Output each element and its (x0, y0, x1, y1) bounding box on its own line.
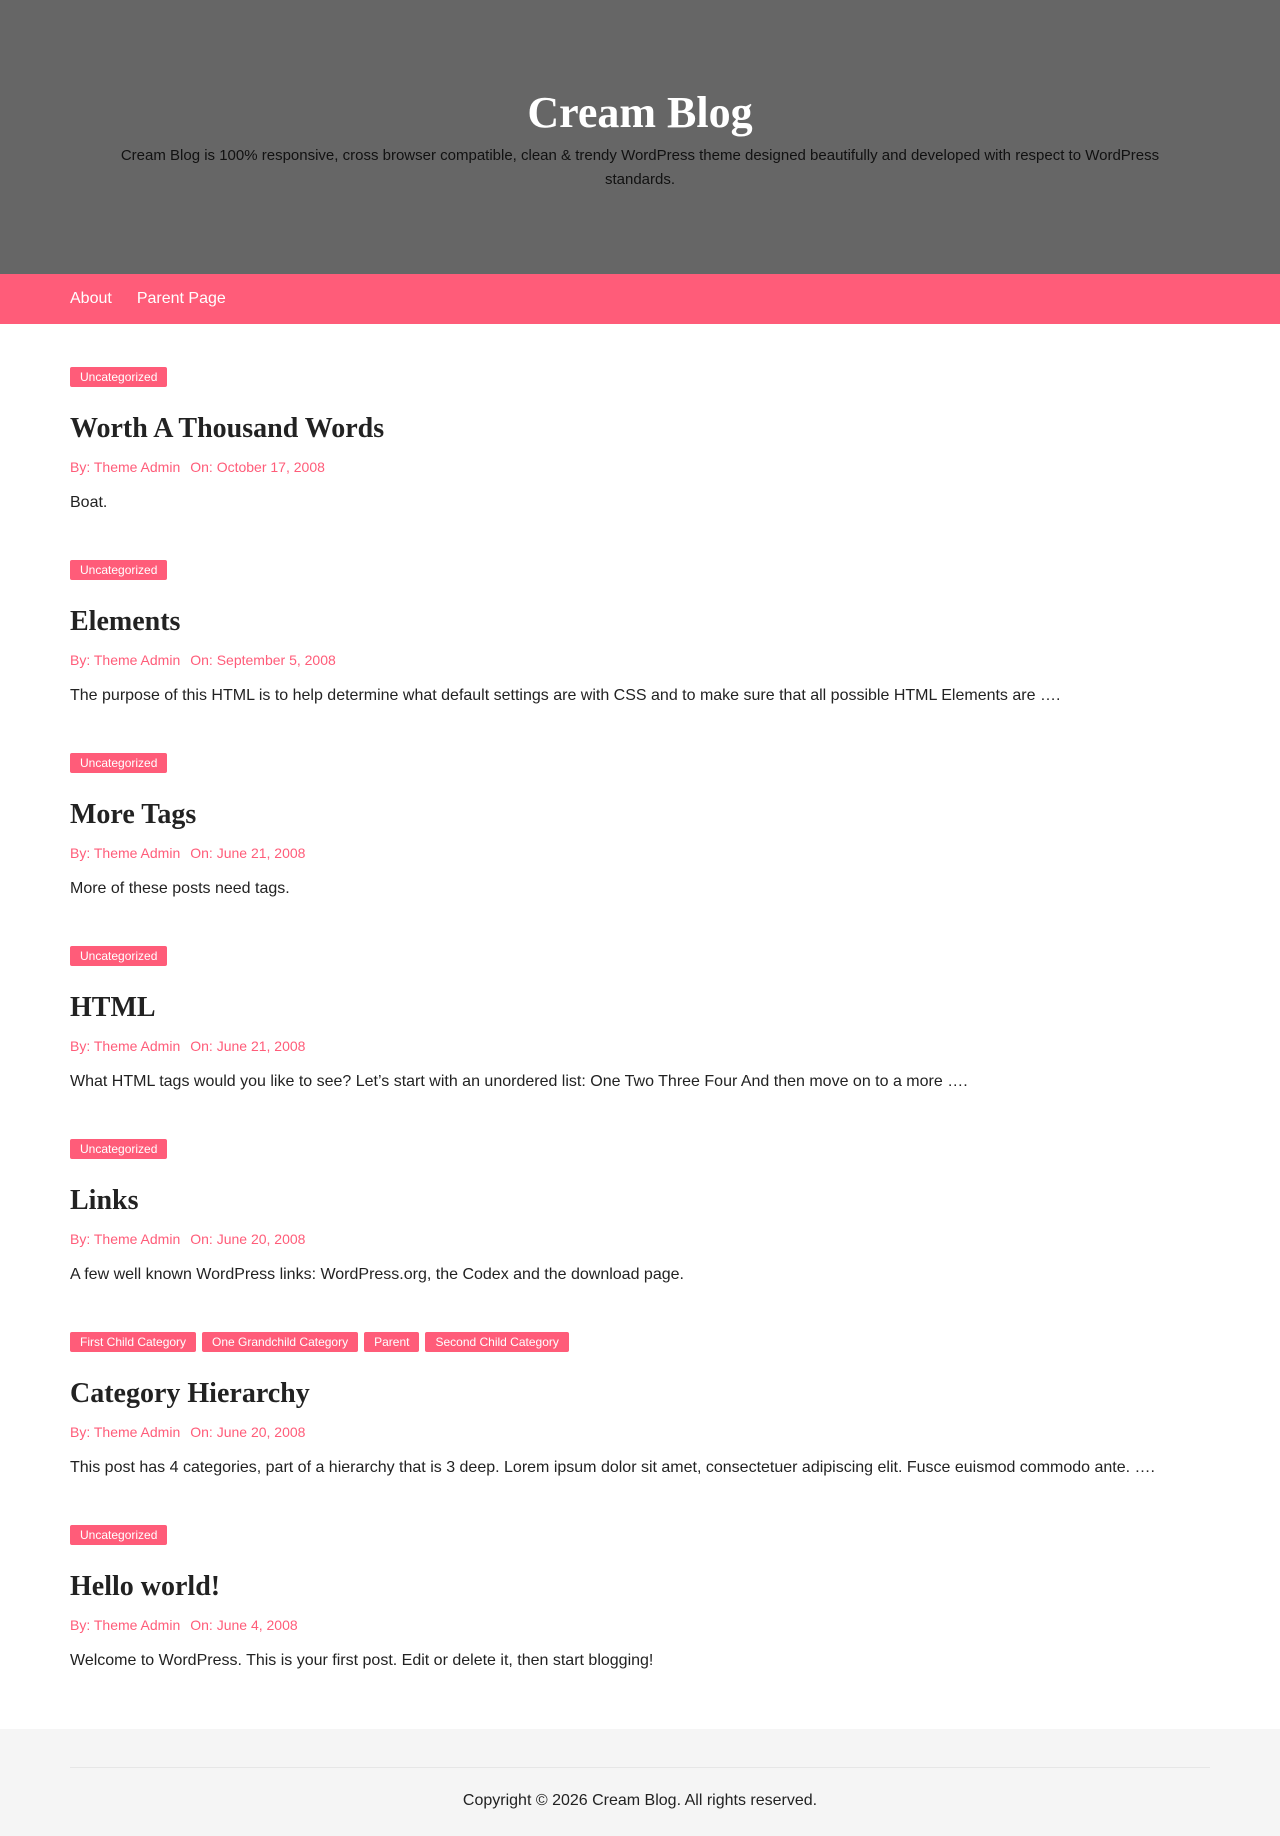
post-date[interactable]: On: September 5, 2008 (190, 652, 336, 668)
post-title[interactable]: HTML (70, 992, 156, 1023)
post-item (70, 1139, 1210, 1332)
category-badge[interactable]: First Child Category (70, 1332, 196, 1352)
post-meta (70, 1616, 1210, 1634)
post-item (70, 946, 1210, 1139)
post-categories (70, 946, 1210, 966)
post-date[interactable]: On: June 20, 2008 (190, 1424, 306, 1440)
post-excerpt: The purpose of this HTML is to help determine what default settings are with CSS and to make sure that all possible HTML Elements are …. (70, 687, 1061, 704)
post-list (0, 324, 1280, 1729)
post-excerpt: Welcome to WordPress. This is your first post. Edit or delete it, then start blogging! (70, 1652, 654, 1669)
site-tagline: Cream Blog is 100% responsive, cross browser compatible, clean & trendy WordPress theme designed beautifully and developed with respect to WordPress standards. (120, 147, 1160, 188)
post-date[interactable]: On: June 20, 2008 (190, 1231, 306, 1247)
post-author[interactable]: By: Theme Admin (70, 1231, 181, 1247)
post-item (70, 1332, 1210, 1525)
post-author[interactable]: By: Theme Admin (70, 652, 181, 668)
post-excerpt: What HTML tags would you like to see? Let’s start with an unordered list: One Two Three Four And then move on to a more …. (70, 1073, 968, 1090)
post-title[interactable]: Links (70, 1185, 139, 1216)
post-categories (70, 1139, 1210, 1159)
post-categories (70, 560, 1210, 580)
category-badge[interactable]: Uncategorized (70, 1525, 167, 1545)
post-title[interactable]: More Tags (70, 799, 197, 830)
post-excerpt: This post has 4 categories, part of a hierarchy that is 3 deep. Lorem ipsum dolor sit amet, consectetuer adipiscing elit. Fusce euismod commodo ante. …. (70, 1459, 1155, 1476)
category-badge[interactable]: Uncategorized (70, 560, 167, 580)
post-meta (70, 458, 1210, 476)
nav-item-parent-page[interactable]: Parent Page (136, 290, 226, 307)
site-header (0, 0, 1280, 274)
footer-divider (70, 1767, 1210, 1768)
post-author[interactable]: By: Theme Admin (70, 1617, 181, 1633)
category-badge[interactable]: Second Child Category (425, 1332, 568, 1352)
post-meta (70, 651, 1210, 669)
post-title[interactable]: Hello world! (70, 1571, 221, 1602)
post-meta (70, 1230, 1210, 1248)
post-author[interactable]: By: Theme Admin (70, 459, 181, 475)
footer-copyright: Copyright © 2026 Cream Blog. All rights reserved. (462, 1792, 818, 1809)
post-title[interactable]: Worth A Thousand Words (70, 413, 385, 444)
post-categories (70, 367, 1210, 387)
post-categories (70, 1525, 1210, 1545)
post-date[interactable]: On: October 17, 2008 (190, 459, 325, 475)
post-item (70, 753, 1210, 946)
post-title[interactable]: Elements (70, 606, 181, 637)
category-badge[interactable]: Uncategorized (70, 1139, 167, 1159)
main-nav (0, 274, 1280, 324)
category-badge[interactable]: One Grandchild Category (202, 1332, 358, 1352)
post-item (70, 560, 1210, 753)
post-date[interactable]: On: June 21, 2008 (190, 845, 306, 861)
post-item (70, 1525, 1210, 1718)
post-excerpt: Boat. (70, 494, 108, 511)
post-meta (70, 1423, 1210, 1441)
post-author[interactable]: By: Theme Admin (70, 845, 181, 861)
post-meta (70, 1037, 1210, 1055)
post-excerpt: More of these posts need tags. (70, 880, 290, 897)
post-author[interactable]: By: Theme Admin (70, 1038, 181, 1054)
site-title[interactable]: Cream Blog (527, 88, 753, 137)
post-title[interactable]: Category Hierarchy (70, 1378, 310, 1409)
nav-item-about[interactable]: About (70, 290, 112, 307)
post-author[interactable]: By: Theme Admin (70, 1424, 181, 1440)
post-categories (70, 1332, 1210, 1352)
post-categories (70, 753, 1210, 773)
post-date[interactable]: On: June 21, 2008 (190, 1038, 306, 1054)
site-footer (0, 1729, 1280, 1836)
post-date[interactable]: On: June 4, 2008 (190, 1617, 298, 1633)
category-badge[interactable]: Uncategorized (70, 753, 167, 773)
category-badge[interactable]: Uncategorized (70, 367, 167, 387)
category-badge[interactable]: Uncategorized (70, 946, 167, 966)
post-item (70, 367, 1210, 560)
post-excerpt: A few well known WordPress links: WordPress.org, the Codex and the download page. (70, 1266, 684, 1283)
post-meta (70, 844, 1210, 862)
category-badge[interactable]: Parent (364, 1332, 419, 1352)
